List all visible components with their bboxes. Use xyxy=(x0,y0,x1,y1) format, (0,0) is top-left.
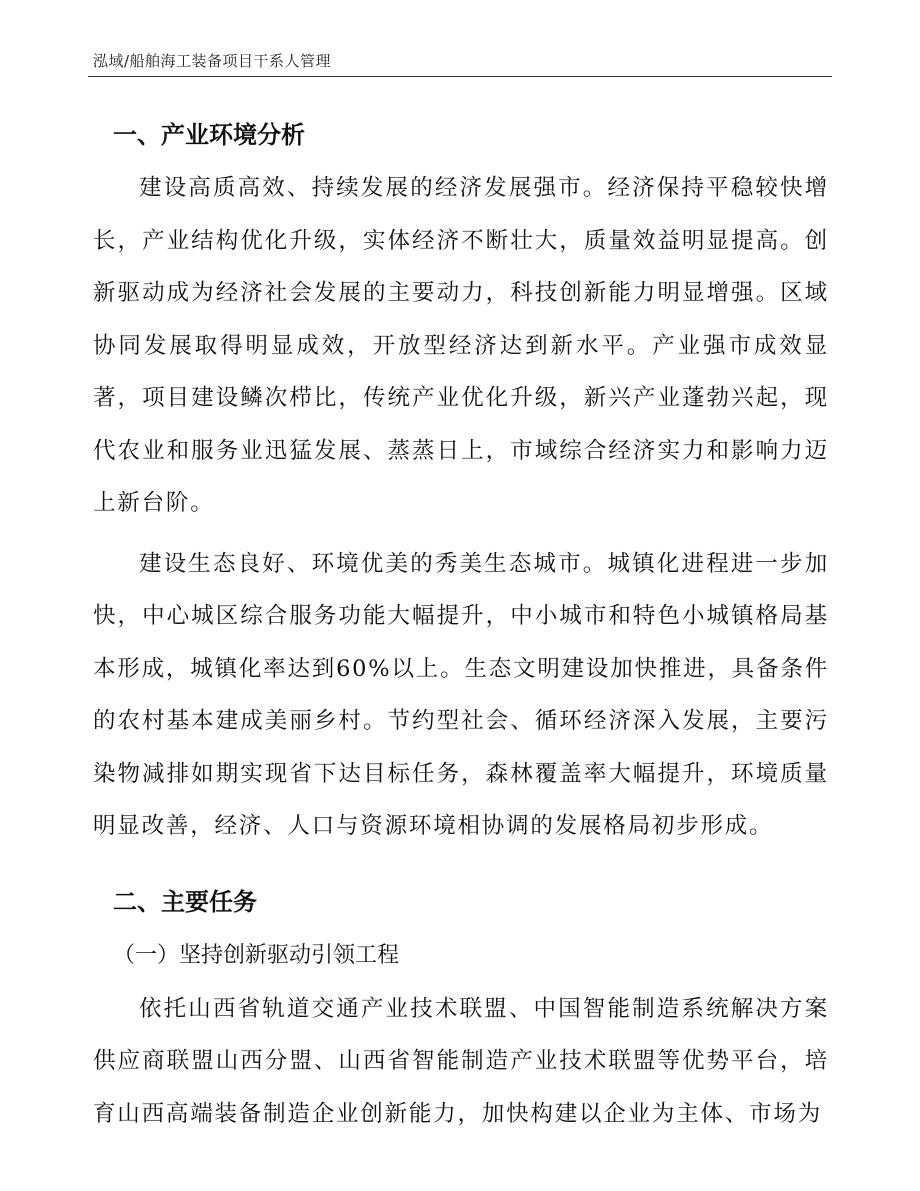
paragraph-economy: 建设高质高效、持续发展的经济发展强市。经济保持平稳较快增长，产业结构优化升级，实体经济不断壮大，质量效益明显提高。创新驱动成为经济社会发展的主要动力，科技创新能力明显增强。区域协同发展取得明显成效，开放型经济达到新水平。产业强市成效显著，项目建设鳞次栉比，传统产业优化升级，新兴产业蓬勃兴起，现代农业和服务业迅猛发展、蒸蒸日上，市域综合经济实力和影响力迈上新台阶。 xyxy=(93,175,829,516)
paragraph-gap xyxy=(93,530,829,538)
section-heading-industry-environment: 一、产业环境分析 xyxy=(113,121,305,149)
paragraph-innovation: 依托山西省轨道交通产业技术联盟、中国智能制造系统解决方案供应商联盟山西分盟、山西省智能制造产业技术联盟等优势平台，培育山西高端装备制造企业创新能力，加快构建以企业为主体、市场为 xyxy=(93,995,829,1127)
running-header: 泓域/船舶海工装备项目干系人管理 xyxy=(93,52,332,70)
paragraph-ecology: 建设生态良好、环境优美的秀美生态城市。城镇化进程进一步加快，中心城区综合服务功能大幅提升，中小城市和特色小城镇格局基本形成，城镇化率达到60%以上。生态文明建设加快推进，具备条件的农村基本建成美丽乡村。节约型社会、循环经济深入发展，主要污染物减排如期实现省下达目标任务，森林覆盖率大幅提升，环境质量明显改善，经济、人口与资源环境相协调的发展格局初步形成。 xyxy=(93,550,829,839)
subsection-heading-innovation: （一）坚持创新驱动引领工程 xyxy=(113,942,400,968)
section-heading-main-tasks: 二、主要任务 xyxy=(113,887,257,916)
header-divider xyxy=(88,76,832,77)
document-body xyxy=(93,108,829,1140)
section-gap xyxy=(93,853,829,875)
